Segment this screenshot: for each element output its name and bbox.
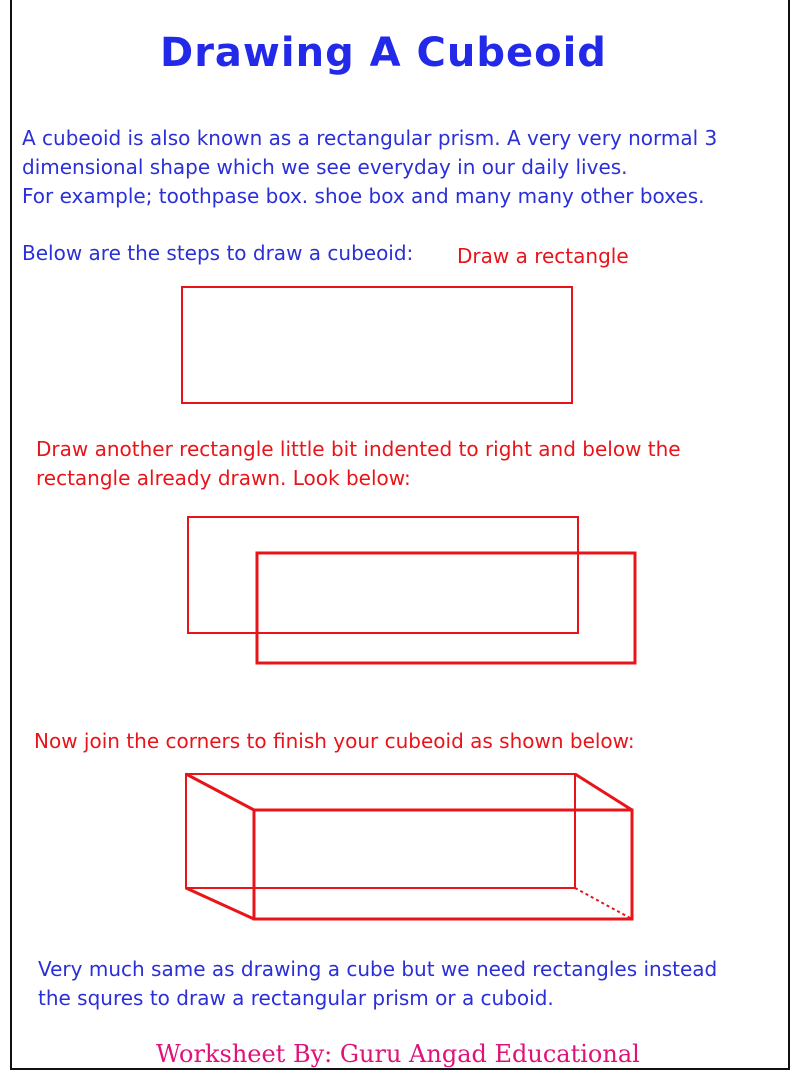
worksheet-credit: Worksheet By: Guru Angad Educational [156, 1040, 640, 1068]
intro-line-1: A cubeoid is also known as a rectangular prism. A very very normal 3 [22, 126, 718, 150]
step-3-instruction: Now join the corners to finish your cubeoid as shown below: [34, 729, 635, 753]
step-1-instruction: Draw a rectangle [457, 244, 629, 268]
cuboid-edge-bottom-left [186, 888, 254, 919]
note-line-2: the squres to draw a rectangular prism or a cuboid. [38, 986, 554, 1010]
page-title: Drawing A Cubeoid [160, 30, 607, 76]
note-line-1: Very much same as drawing a cube but we need rectangles instead [38, 957, 718, 981]
cuboid-hidden-edge [575, 888, 632, 919]
cuboid-edge-top-right [575, 774, 632, 810]
step-1-rectangle-figure [182, 287, 572, 403]
step-2-rectangles-figure [188, 517, 635, 663]
intro-line-2: dimensional shape which we see everyday in our daily lives. [22, 155, 628, 179]
step-2-line-1: Draw another rectangle little bit indented to right and below the [36, 437, 681, 461]
intro-line-3: For example; toothpase box. shoe box and many many other boxes. [22, 184, 705, 208]
closing-note [38, 955, 788, 1013]
first-rectangle [182, 287, 572, 403]
cuboid-edge-top-left [186, 774, 254, 810]
cuboid-figure [186, 774, 632, 919]
steps-intro: Below are the steps to draw a cubeoid: [22, 241, 414, 265]
step-2-line-2: rectangle already drawn. Look below: [36, 466, 411, 490]
cuboid-back-face [186, 774, 575, 888]
step-2-instruction [36, 435, 786, 493]
back-rectangle [188, 517, 578, 633]
